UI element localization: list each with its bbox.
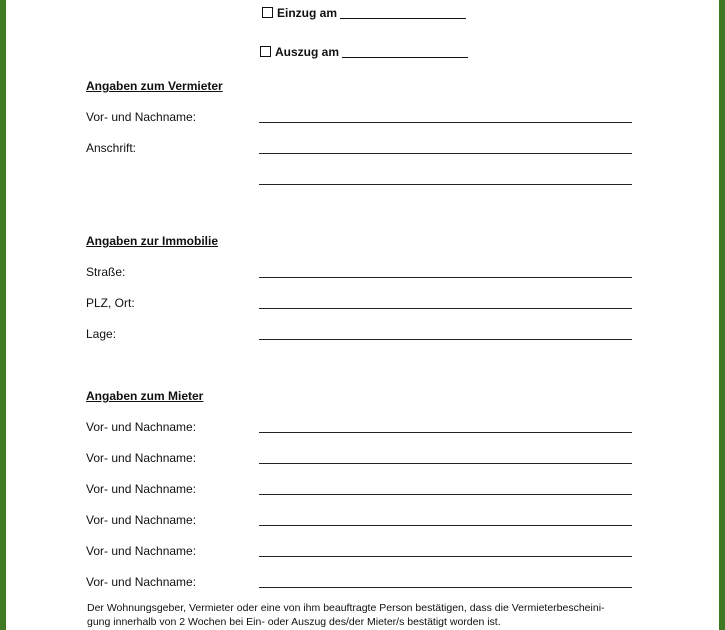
mieter-name-field[interactable] bbox=[259, 587, 632, 588]
mieter-name-label: Vor- und Nachname: bbox=[86, 513, 197, 527]
vermieter-address-field-2[interactable] bbox=[259, 184, 632, 185]
confirmation-line-1: Der Wohnungsgeber, Vermieter oder eine von ihm beauftragte Person bestätigen, dass die Vermieterbescheini- bbox=[87, 602, 605, 614]
confirmation-text bbox=[87, 601, 647, 629]
vermieter-heading: Angaben zum Vermieter bbox=[86, 79, 223, 93]
mieter-heading: Angaben zum Mieter bbox=[86, 389, 204, 403]
auszug-date-field[interactable] bbox=[342, 45, 468, 58]
mieter-name-label: Vor- und Nachname: bbox=[86, 420, 197, 434]
mieter-name-label: Vor- und Nachname: bbox=[86, 482, 197, 496]
lage-field[interactable] bbox=[259, 339, 632, 340]
mieter-name-label: Vor- und Nachname: bbox=[86, 575, 197, 589]
einzug-option[interactable] bbox=[262, 6, 466, 20]
einzug-label: Einzug am bbox=[277, 6, 338, 20]
vermieter-name-label: Vor- und Nachname: bbox=[86, 110, 197, 124]
street-field[interactable] bbox=[259, 277, 632, 278]
mieter-name-field[interactable] bbox=[259, 463, 632, 464]
vermieter-name-field[interactable] bbox=[259, 122, 632, 123]
mieter-name-field[interactable] bbox=[259, 432, 632, 433]
immobilie-heading: Angaben zur Immobilie bbox=[86, 234, 219, 248]
vermieter-address-field-1[interactable] bbox=[259, 153, 632, 154]
einzug-date-field[interactable] bbox=[340, 6, 466, 19]
einzug-checkbox[interactable] bbox=[262, 7, 273, 18]
auszug-option[interactable] bbox=[260, 45, 468, 59]
mieter-name-field[interactable] bbox=[259, 525, 632, 526]
vermieter-address-label: Anschrift: bbox=[86, 141, 137, 155]
auszug-checkbox[interactable] bbox=[260, 46, 271, 57]
plz-label: PLZ, Ort: bbox=[86, 296, 135, 310]
mieter-name-field[interactable] bbox=[259, 556, 632, 557]
street-label: Straße: bbox=[86, 265, 126, 279]
plz-field[interactable] bbox=[259, 308, 632, 309]
mieter-name-field[interactable] bbox=[259, 494, 632, 495]
mieter-name-label: Vor- und Nachname: bbox=[86, 451, 197, 465]
auszug-label: Auszug am bbox=[275, 45, 340, 59]
confirmation-line-2: gung innerhalb von 2 Wochen bei Ein- oder Auszug des/der Mieter/s bestätigt worden ist. bbox=[87, 616, 501, 628]
mieter-name-label: Vor- und Nachname: bbox=[86, 544, 197, 558]
lage-label: Lage: bbox=[86, 327, 117, 341]
form-page bbox=[6, 0, 719, 630]
